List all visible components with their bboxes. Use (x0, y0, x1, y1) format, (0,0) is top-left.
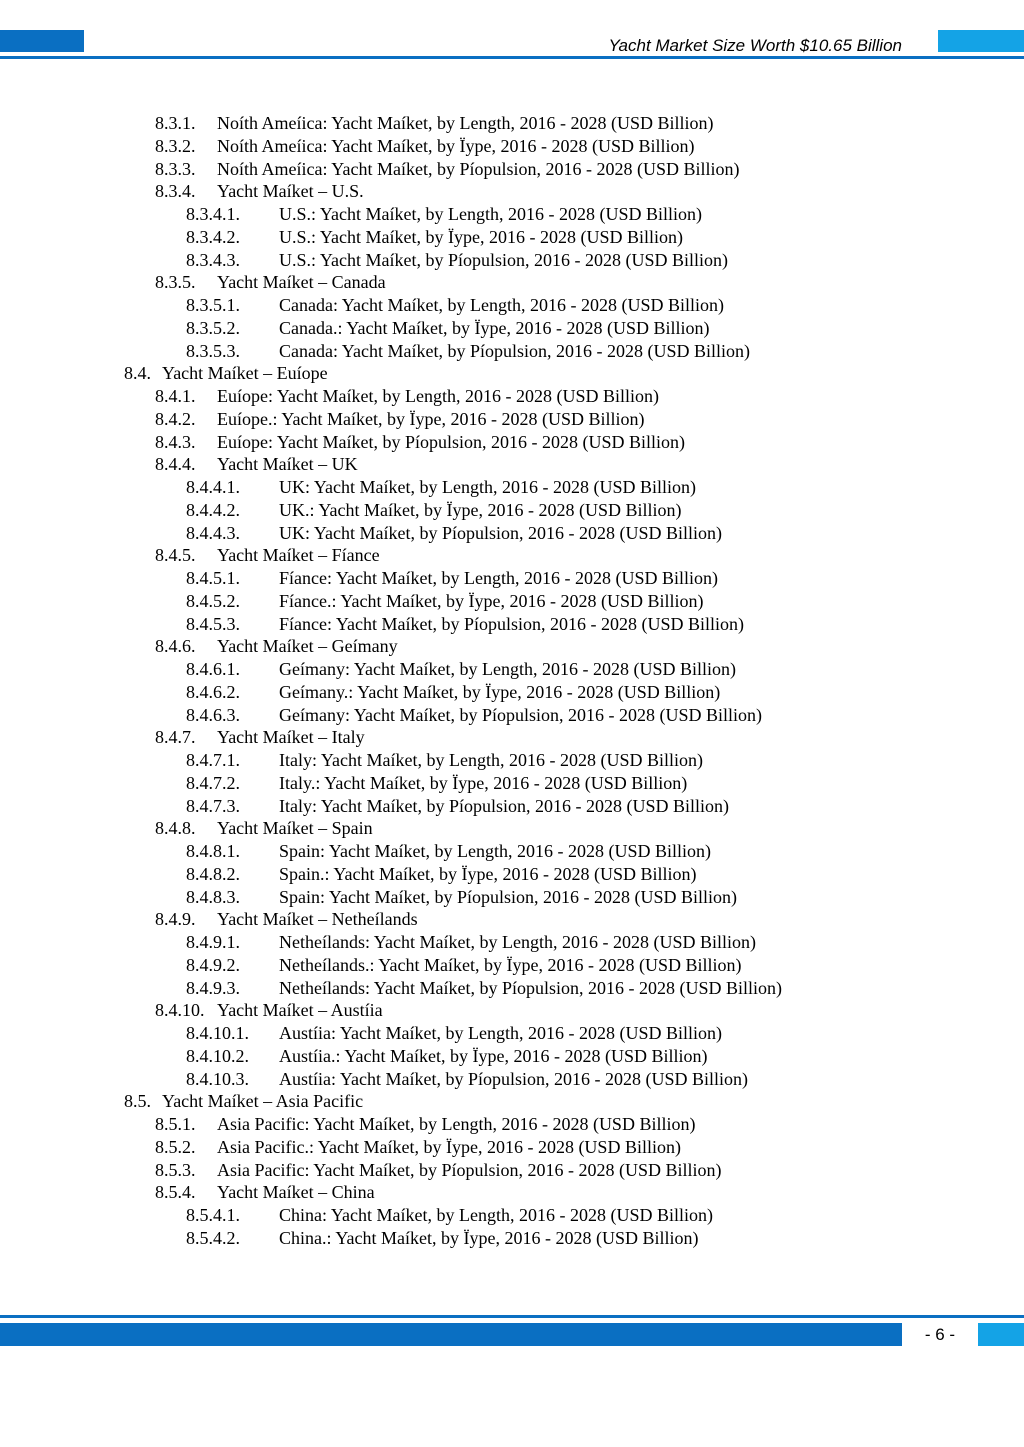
toc-entry-title: Netheílands: Yacht Maíket, by Length, 2016 - 2028 (USD Billion) (279, 932, 756, 952)
toc-entry-number: 8.4.8. (155, 818, 196, 839)
toc-entry (0, 180, 1024, 203)
footer-rule (0, 1315, 1024, 1318)
toc-entry (0, 135, 1024, 158)
toc-entry (0, 112, 1024, 135)
toc-entry (0, 977, 1024, 1000)
toc-entry (0, 1159, 1024, 1182)
toc-entry (0, 544, 1024, 567)
toc-entry (0, 863, 1024, 886)
toc-entry (0, 681, 1024, 704)
toc-entry (0, 795, 1024, 818)
toc-entry-number: 8.4.7. (155, 727, 196, 748)
toc-entry-number: 8.4.6.3. (186, 704, 240, 725)
toc-entry-title: China.: Yacht Maíket, by Ïype, 2016 - 2028 (USD Billion) (279, 1227, 699, 1248)
toc-entry (0, 203, 1024, 226)
toc-entry (0, 408, 1024, 431)
toc-entry-title: Asia Pacific: Yacht Maíket, by Length, 2016 - 2028 (USD Billion) (217, 1114, 696, 1134)
toc-entry (0, 999, 1024, 1022)
toc-entry-number: 8.3.1. (155, 113, 196, 133)
toc-entry-number: 8.4.8.1. (186, 841, 240, 861)
toc-entry (0, 226, 1024, 249)
toc-entry-title: Austíia: Yacht Maíket, by Píopulsion, 2016 - 2028 (USD Billion) (279, 1068, 749, 1089)
toc-entry-number: 8.3.5.1. (186, 295, 240, 315)
toc-entry-title: Fíance: Yacht Maíket, by Píopulsion, 2016 - 2028 (USD Billion) (279, 613, 744, 634)
footer-accent-right (978, 1323, 1024, 1346)
toc-entry-title: Austíia: Yacht Maíket, by Length, 2016 - 2028 (USD Billion) (279, 1023, 722, 1043)
toc-entry-number: 8.4.5.2. (186, 590, 240, 611)
toc-entry-title: Netheílands.: Yacht Maíket, by Ïype, 2016 - 2028 (USD Billion) (279, 954, 742, 975)
toc-entry (0, 772, 1024, 795)
toc-entry-title: Spain: Yacht Maíket, by Length, 2016 - 2028 (USD Billion) (279, 841, 711, 861)
toc-entry-number: 8.4.4.2. (186, 499, 240, 520)
toc-entry-number: 8.4.6.1. (186, 659, 240, 679)
toc-entry-title: Canada: Yacht Maíket, by Píopulsion, 2016 - 2028 (USD Billion) (279, 340, 750, 361)
toc-entry (0, 158, 1024, 181)
toc-entry-title: Yacht Maíket – Euíope (162, 363, 328, 384)
toc-entry-title: Geímany.: Yacht Maíket, by Ïype, 2016 - 2028 (USD Billion) (279, 681, 721, 702)
toc-entry-title: Italy: Yacht Maíket, by Píopulsion, 2016 - 2028 (USD Billion) (279, 795, 729, 816)
toc-entry-title: Yacht Maíket – UK (217, 454, 358, 475)
toc-entry-title: Yacht Maíket – Canada (217, 272, 386, 293)
toc-entry-number: 8.5.4.2. (186, 1227, 240, 1248)
toc-entry-number: 8.3.5. (155, 272, 196, 293)
toc-entry-title: Austíia.: Yacht Maíket, by Ïype, 2016 - 2028 (USD Billion) (279, 1045, 708, 1066)
header-rule (0, 56, 1024, 59)
toc-entry (0, 271, 1024, 294)
header-title: Yacht Market Size Worth $10.65 Billion (608, 36, 902, 55)
toc-entry (0, 1113, 1024, 1136)
toc-entry-title: Canada.: Yacht Maíket, by Ïype, 2016 - 2028 (USD Billion) (279, 317, 710, 338)
toc-entry (0, 658, 1024, 681)
toc-entry-title: Spain: Yacht Maíket, by Píopulsion, 2016 - 2028 (USD Billion) (279, 886, 738, 907)
toc-entry-number: 8.5.4. (155, 1182, 196, 1203)
toc-entry-number: 8.4.5.1. (186, 568, 240, 588)
toc-entry-number: 8.4.9.1. (186, 932, 240, 952)
toc-entry-title: U.S.: Yacht Maíket, by Length, 2016 - 2028 (USD Billion) (279, 204, 702, 224)
toc-entry (0, 362, 1024, 385)
toc-entry-title: Fíance: Yacht Maíket, by Length, 2016 - 2028 (USD Billion) (279, 568, 718, 588)
toc-entry (0, 385, 1024, 408)
header-accent-right (938, 30, 1024, 52)
toc-entry-title: Noíth Ameíica: Yacht Maíket, by Length, 2016 - 2028 (USD Billion) (217, 113, 714, 133)
toc-entry (0, 931, 1024, 954)
toc-entry-number: 8.5.1. (155, 1114, 196, 1134)
toc-entry-title: Spain.: Yacht Maíket, by Ïype, 2016 - 2028 (USD Billion) (279, 863, 697, 884)
page-number: - 6 - (924, 1325, 956, 1344)
toc-entry (0, 249, 1024, 272)
toc-entry-number: 8.3.2. (155, 135, 196, 156)
toc-entry-number: 8.4.9. (155, 909, 196, 930)
toc-entry-title: China: Yacht Maíket, by Length, 2016 - 2028 (USD Billion) (279, 1205, 713, 1225)
toc-entry (0, 840, 1024, 863)
toc-entry-number: 8.4.4.3. (186, 522, 240, 543)
toc-entry (0, 294, 1024, 317)
toc-entry-number: 8.4.2. (155, 408, 196, 429)
toc-entry-title: Yacht Maíket – Asia Pacific (162, 1091, 364, 1112)
toc-entry (0, 613, 1024, 636)
toc-entry-title: Yacht Maíket – Fíance (217, 545, 380, 566)
toc-entry-title: Noíth Ameíica: Yacht Maíket, by Ïype, 2016 - 2028 (USD Billion) (217, 135, 695, 156)
toc-entry-number: 8.4.10. (155, 1000, 205, 1021)
toc-entry-number: 8.4.7.2. (186, 772, 240, 793)
toc-entry (0, 635, 1024, 658)
toc-entry-number: 8.5. (124, 1091, 151, 1112)
toc-entry-title: Yacht Maíket – China (217, 1182, 375, 1203)
toc-entry-title: Geímany: Yacht Maíket, by Píopulsion, 2016 - 2028 (USD Billion) (279, 704, 762, 725)
toc-entry-title: Yacht Maíket – Geímany (217, 636, 398, 657)
table-of-contents (0, 112, 1024, 1250)
toc-entry-title: Yacht Maíket – U.S. (217, 181, 364, 202)
toc-entry-number: 8.3.5.2. (186, 317, 240, 338)
toc-entry-number: 8.5.2. (155, 1136, 196, 1157)
toc-entry-title: Yacht Maíket – Spain (217, 818, 373, 839)
toc-entry (0, 567, 1024, 590)
toc-entry-title: Noíth Ameíica: Yacht Maíket, by Píopulsion, 2016 - 2028 (USD Billion) (217, 158, 740, 179)
toc-entry-title: UK.: Yacht Maíket, by Ïype, 2016 - 2028 (USD Billion) (279, 499, 682, 520)
toc-entry (0, 431, 1024, 454)
toc-entry (0, 1068, 1024, 1091)
toc-entry-number: 8.4.9.2. (186, 954, 240, 975)
toc-entry (0, 590, 1024, 613)
toc-entry-number: 8.4.4. (155, 454, 196, 475)
toc-entry-number: 8.4.5. (155, 545, 196, 566)
toc-entry-title: Euíope.: Yacht Maíket, by Ïype, 2016 - 2028 (USD Billion) (217, 408, 645, 429)
toc-entry-number: 8.3.4.2. (186, 226, 240, 247)
toc-entry (0, 726, 1024, 749)
toc-entry-number: 8.4.7.3. (186, 795, 240, 816)
toc-entry-title: U.S.: Yacht Maíket, by Píopulsion, 2016 - 2028 (USD Billion) (279, 249, 729, 270)
toc-entry-number: 8.4.6. (155, 636, 196, 657)
toc-entry (0, 908, 1024, 931)
toc-entry-title: Fíance.: Yacht Maíket, by Ïype, 2016 - 2028 (USD Billion) (279, 590, 704, 611)
toc-entry-title: Canada: Yacht Maíket, by Length, 2016 - 2028 (USD Billion) (279, 295, 724, 315)
toc-entry-number: 8.4.7.1. (186, 750, 240, 770)
toc-entry (0, 499, 1024, 522)
toc-entry (0, 476, 1024, 499)
toc-entry (0, 817, 1024, 840)
toc-entry (0, 1045, 1024, 1068)
toc-entry-number: 8.4.5.3. (186, 613, 240, 634)
toc-entry-title: Geímany: Yacht Maíket, by Length, 2016 - 2028 (USD Billion) (279, 659, 736, 679)
toc-entry-number: 8.4.9.3. (186, 977, 240, 998)
toc-entry-title: Asia Pacific: Yacht Maíket, by Píopulsion, 2016 - 2028 (USD Billion) (217, 1159, 722, 1180)
toc-entry (0, 954, 1024, 977)
toc-entry-number: 8.5.4.1. (186, 1205, 240, 1225)
toc-entry-number: 8.3.4.1. (186, 204, 240, 224)
toc-entry-number: 8.4.8.2. (186, 863, 240, 884)
toc-entry-number: 8.3.5.3. (186, 340, 240, 361)
toc-entry-number: 8.4.4.1. (186, 477, 240, 497)
toc-entry (0, 1204, 1024, 1227)
toc-entry-title: Euíope: Yacht Maíket, by Length, 2016 - 2028 (USD Billion) (217, 386, 659, 406)
footer-bar (0, 1323, 902, 1346)
toc-entry (0, 1181, 1024, 1204)
toc-entry-title: Italy.: Yacht Maíket, by Ïype, 2016 - 2028 (USD Billion) (279, 772, 688, 793)
toc-entry (0, 1227, 1024, 1250)
toc-entry-number: 8.3.4.3. (186, 249, 240, 270)
toc-entry (0, 704, 1024, 727)
toc-entry-number: 8.4.8.3. (186, 886, 240, 907)
toc-entry-number: 8.4. (124, 363, 151, 384)
toc-entry-number: 8.5.3. (155, 1159, 196, 1180)
toc-entry (0, 1090, 1024, 1113)
toc-entry-number: 8.3.4. (155, 181, 196, 202)
toc-entry-title: Yacht Maíket – Austíia (217, 1000, 383, 1021)
toc-entry (0, 317, 1024, 340)
toc-entry (0, 749, 1024, 772)
toc-entry (0, 522, 1024, 545)
toc-entry-number: 8.4.6.2. (186, 681, 240, 702)
toc-entry-title: UK: Yacht Maíket, by Length, 2016 - 2028 (USD Billion) (279, 477, 696, 497)
toc-entry-title: Yacht Maíket – Netheílands (217, 909, 418, 930)
toc-entry-number: 8.3.3. (155, 158, 196, 179)
toc-entry (0, 453, 1024, 476)
toc-entry-title: Euíope: Yacht Maíket, by Píopulsion, 2016 - 2028 (USD Billion) (217, 431, 685, 452)
toc-entry (0, 340, 1024, 363)
toc-entry (0, 886, 1024, 909)
toc-entry-title: Netheílands: Yacht Maíket, by Píopulsion, 2016 - 2028 (USD Billion) (279, 977, 782, 998)
header-accent-left (0, 30, 84, 52)
toc-entry-number: 8.4.10.2. (186, 1045, 249, 1066)
toc-entry (0, 1136, 1024, 1159)
toc-entry-title: Yacht Maíket – Italy (217, 727, 365, 748)
toc-entry-number: 8.4.1. (155, 386, 196, 406)
toc-entry-number: 8.4.10.1. (186, 1023, 249, 1043)
toc-entry (0, 1022, 1024, 1045)
toc-entry-number: 8.4.3. (155, 431, 196, 452)
toc-entry-title: Asia Pacific.: Yacht Maíket, by Ïype, 2016 - 2028 (USD Billion) (217, 1136, 681, 1157)
toc-entry-title: U.S.: Yacht Maíket, by Ïype, 2016 - 2028 (USD Billion) (279, 226, 683, 247)
toc-entry-title: UK: Yacht Maíket, by Píopulsion, 2016 - 2028 (USD Billion) (279, 522, 723, 543)
toc-entry-title: Italy: Yacht Maíket, by Length, 2016 - 2028 (USD Billion) (279, 750, 703, 770)
toc-entry-number: 8.4.10.3. (186, 1068, 249, 1089)
